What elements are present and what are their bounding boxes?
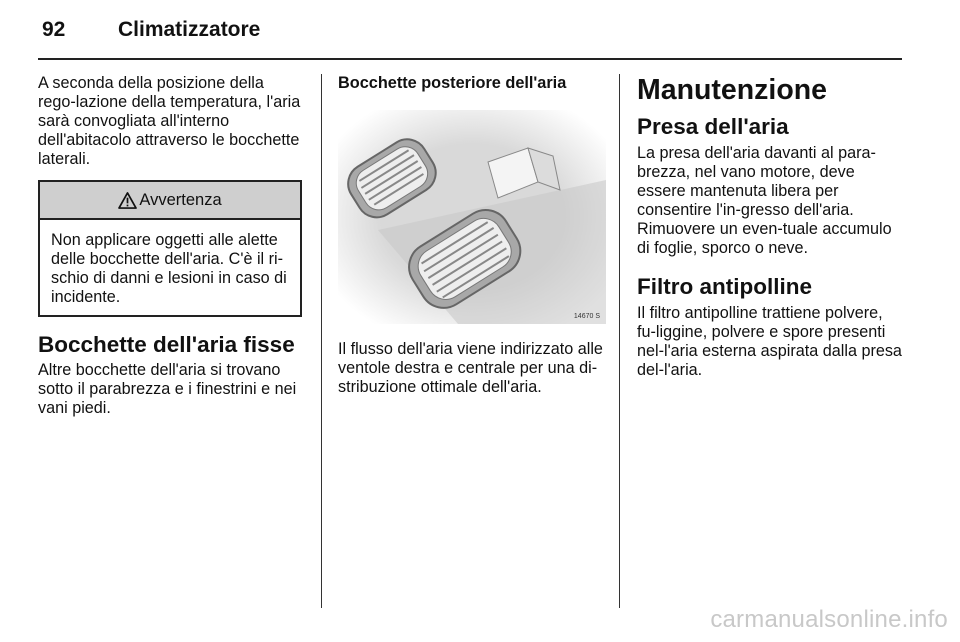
watermark: carmanualsonline.info [710, 606, 948, 633]
warning-title: Avvertenza [139, 190, 222, 209]
intro-paragraph: A seconda della posizione della rego-lazione della temperatura, l'aria sarà convogliata all'interno dell'abitacolo attraverso le bocchette laterali. [38, 74, 301, 168]
page-header [42, 18, 922, 48]
fixed-vents-paragraph: Altre bocchette dell'aria si trovano sotto il parabrezza e i finestrini e nei vani piedi. [38, 361, 297, 417]
pollen-filter-paragraph: Il filtro antipolline trattiene polvere, fu-liggine, polvere e spore presenti nel-l'aria esterna aspirata dalla presa del-l'aria. [637, 304, 902, 379]
section-title-rear-vents: Bocchette posteriore dell'aria [338, 74, 567, 92]
air-intake-paragraph: La presa dell'aria davanti al para-brezza, nel vano motore, deve essere mantenuta libera per consentire l'in-gresso dell'aria. Rimuovere un even-tuale accumulo di foglie, sporco o neve. [637, 144, 892, 257]
column-2 [338, 74, 606, 397]
column-divider-1 [321, 74, 322, 608]
warning-header [40, 182, 300, 220]
page-number: 92 [42, 18, 66, 41]
warning-box [38, 180, 302, 317]
rear-vents-paragraph: Il flusso dell'aria viene indirizzato alle ventole destra e centrale per una di-stribuzione ottimale dell'aria. [338, 340, 603, 396]
page-title: Climatizzatore [118, 18, 261, 41]
warning-triangle-icon [118, 192, 137, 209]
chapter-title-maintenance: Manutenzione [637, 74, 827, 106]
section-title-air-intake: Presa dell'aria [637, 114, 789, 139]
rear-air-vents-illustration [338, 110, 606, 324]
column-1 [38, 74, 306, 418]
column-divider-2 [619, 74, 620, 608]
warning-text: Non applicare oggetti alle alette delle bocchette dell'aria. C'è il ri-schio di danni e lesioni in caso di incidente. [51, 231, 287, 306]
header-divider [38, 58, 902, 60]
illustration-code: 14670 S [573, 313, 600, 320]
section-title-fixed-vents: Bocchette dell'aria fisse [38, 332, 295, 357]
section-title-pollen-filter: Filtro antipolline [637, 274, 812, 299]
column-3 [637, 74, 905, 380]
